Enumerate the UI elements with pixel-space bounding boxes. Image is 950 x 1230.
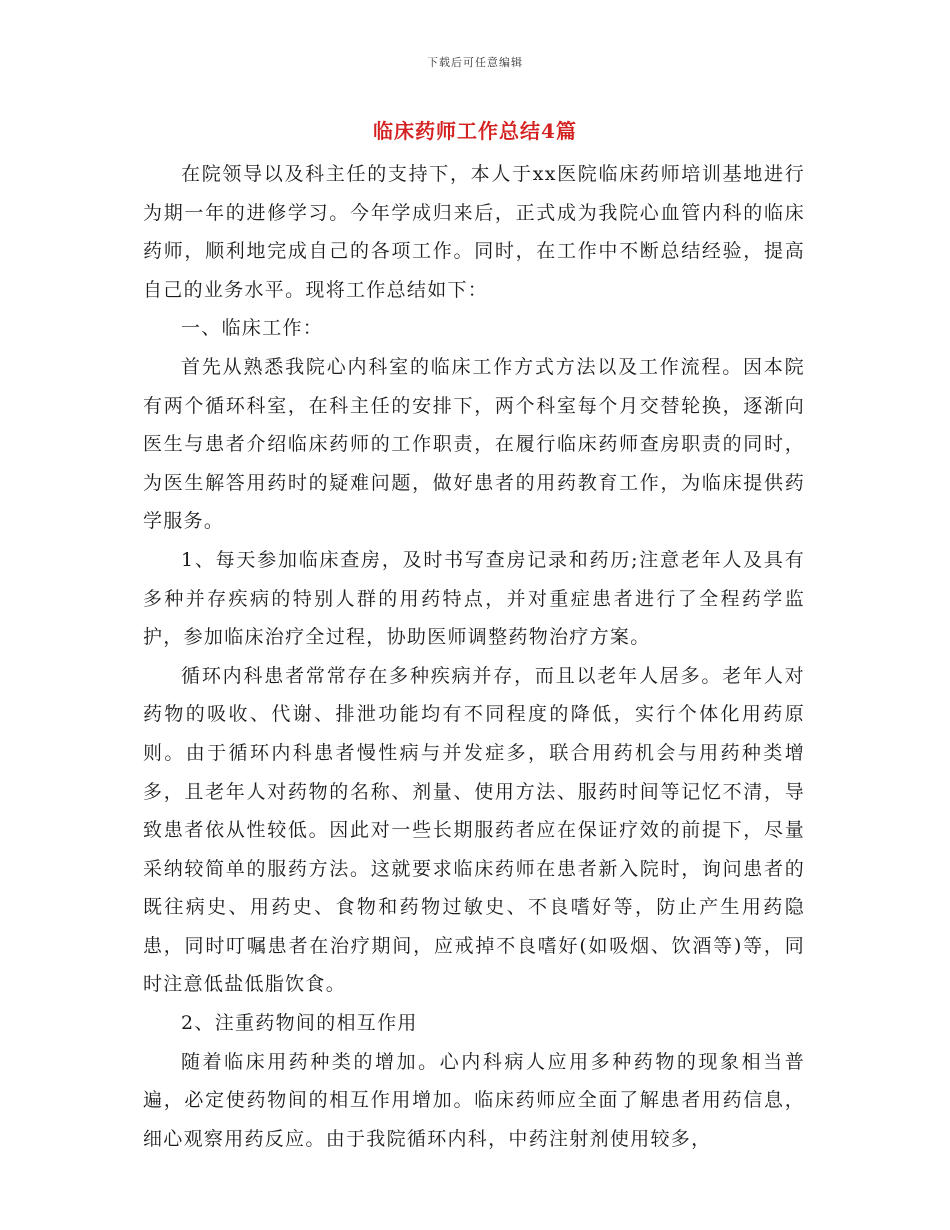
paragraph-workflow: 首先从熟悉我院心内科室的临床工作方式方法以及工作流程。因本院有两个循环科室，在科主任的安排下，两个科室每个月交替轮换，逐渐向医生与患者介绍临床药师的工作职责，在履行临床药师查房职责的同时，为医生解答用药时的疑难问题，做好患者的用药教育工作，为临床提供药学服务。 bbox=[143, 355, 805, 533]
document-body bbox=[143, 155, 805, 1158]
document-title: 临床药师工作总结4篇 bbox=[373, 119, 577, 143]
paragraph-elderly-patients: 循环内科患者常常存在多种疾病并存，而且以老年人居多。老年人对药物的吸收、代谢、排泄功能均有不同程度的降低，实行个体化用药原则。由于循环内科患者慢性病与并发症多，联合用药机会与用药种类增多，且老年人对药物的名称、剂量、使用方法、服药时间等记忆不清，导致患者依从性较低。因此对一些长期服药者应在保证疗效的前提下，尽量采纳较简单的服药方法。这就要求临床药师在患者新入院时，询问患者的既往病史、用药史、食物和药物过敏史、不良嗜好等，防止产生用药隐患，同时叮嘱患者在治疗期间，应戒掉不良嗜好(如吸烟、饮酒等)等，同时注意低盐低脂饮食。 bbox=[143, 664, 805, 996]
page-header-note: 下载后可任意编辑 bbox=[427, 56, 523, 69]
paragraph-item-2: 2、注重药物间的相互作用 bbox=[181, 1012, 418, 1035]
paragraph-section-heading: 一、临床工作： bbox=[181, 317, 324, 340]
paragraph-item-1: 1、每天参加临床查房，及时书写查房记录和药历;注意老年人及具有多种并存疾病的特别人群的用药特点，并对重症患者进行了全程药学监护，参加临床治疗全过程，协助医师调整药物治疗方案。 bbox=[143, 548, 805, 649]
paragraph-intro: 在院领导以及科主任的支持下，本人于xx医院临床药师培训基地进行为期一年的进修学习。今年学成归来后，正式成为我院心血管内科的临床药师，顺利地完成自己的各项工作。同时，在工作中不断总结经验，提高自己的业务水平。现将工作总结如下： bbox=[143, 163, 805, 301]
paragraph-drug-interactions: 随着临床用药种类的增加。心内科病人应用多种药物的现象相当普遍，必定使药物间的相互作用增加。临床药师应全面了解患者用药信息，细心观察用药反应。由于我院循环内科，中药注射剂使用较多， bbox=[143, 1050, 805, 1150]
